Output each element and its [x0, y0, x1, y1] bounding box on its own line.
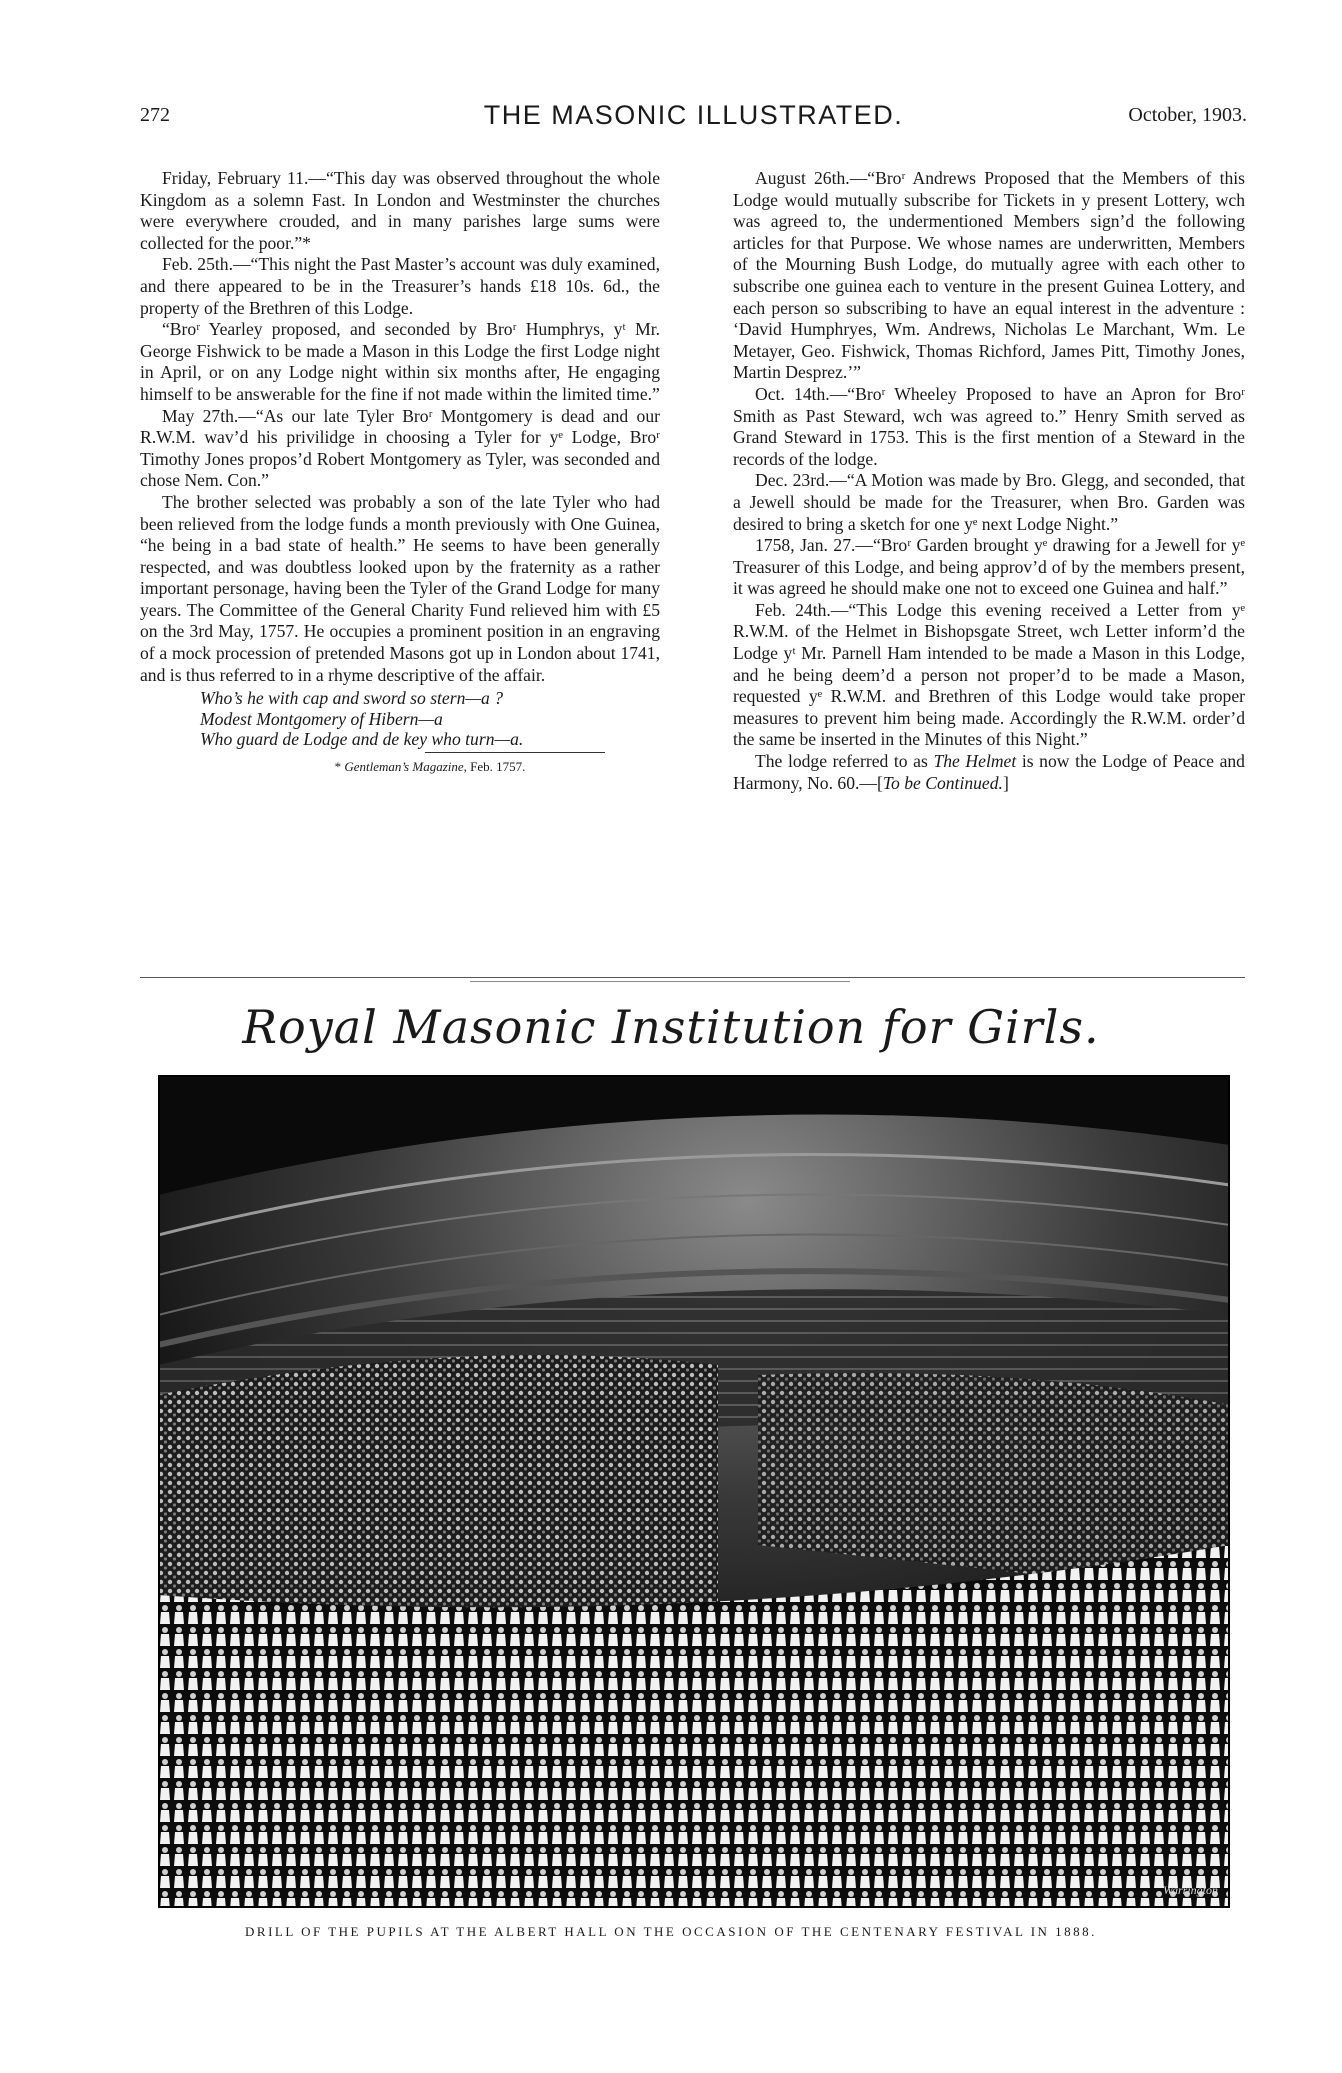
left-column: [140, 168, 660, 777]
paragraph: The brother selected was probably a son of the late Tyler who had been relieved from the lodge funds a month previously with One Guinea, “he being in a bad state of health.” He seems to have been generally respected, and was doubtless looked upon by the fraternity as a rather important personage, having been the Tyler of the Grand Lodge for many years. The Committee of the General Charity Fund relieved him with £5 on the 3rd May, 1757. He occupies a prominent position in an engraving of a mock procession of pretended Masons got up in London about 1741, and is thus referred to in a rhyme descriptive of the affair.: [140, 491, 660, 685]
verse-line: Who guard de Lodge and de key who turn—a.: [200, 729, 524, 750]
paragraph: Feb. 25th.—“This night the Past Master’s account was duly examined, and there appeared to be in the Treasurer’s hands £18 10s. 6d., the property of the Brethren of this Lodge.: [140, 254, 660, 318]
paragraph: Feb. 24th.—“This Lodge this evening received a Letter from yᵉ R.W.M. of the Helmet in Bishopsgate Street, wch Letter inform’d the Lodge yᵗ Mr. Parnell Ham intended to be made a Mason in this Lodge, and he being deem’d a person not proper’d to be made a Mason, requested yᵉ R.W.M. and Brethren of this Lodge would take proper measures to prevent him being made. Accordingly the R.W.M. order’d the same be inserted in the Minutes of this Night.”: [733, 599, 1245, 750]
section-divider: [140, 977, 1245, 978]
verse-line: Modest Montgomery of Hibern—a: [200, 708, 443, 729]
footnote-rule: [425, 752, 605, 753]
rhyme-verse: [200, 688, 660, 750]
issue-date: October, 1903.: [1128, 104, 1247, 126]
right-column: [733, 168, 1245, 794]
paragraph: Dec. 23rd.—“A Motion was made by Bro. Glegg, and seconded, that a Jewell should be made for the Treasurer, when Bro. Garden was desired to bring a sketch for one yᵉ next Lodge Night.”: [733, 470, 1245, 534]
paragraph: August 26th.—“Broʳ Andrews Proposed that the Members of this Lodge would mutually subscribe for Tickets in y present Lottery, wch was agreed to, the undermentioned Members sign’d the following articles for that Purpose. We whose names are underwritten, Members of the Mourning Bush Lodge, do mutually agree with each other to subscribe one guinea each to venture in the present Guinea Lottery, and each person so subscribing to have an equal interest in the adventure : ‘David Humphryes, Wm. Andrews, Nicholas Le Marchant, Wm. Le Metayer, Geo. Fishwick, Thomas Richford, James Pitt, Timothy Jones, Martin Desprez.’”: [733, 168, 1245, 383]
verse-line: Who’s he with cap and sword so stern—a ?: [200, 688, 504, 709]
journal-title: THE MASONIC ILLUSTRATED.: [483, 100, 904, 130]
photo-caption: DRILL OF THE PUPILS AT THE ALBERT HALL ON THE OCCASION OF THE CENTENARY FESTIVAL IN 1888.: [245, 1924, 1097, 1939]
footnote: * Gentleman’s Magazine, Feb. 1757.: [334, 758, 526, 774]
paragraph: 1758, Jan. 27.—“Broʳ Garden brought yᵉ drawing for a Jewell for yᵉ Treasurer of this Lodge, and being approv’d of by the members present, it was agreed he should make one not to exceed one Guinea and half.”: [733, 535, 1245, 599]
photo-credit: Warrington: [1163, 1883, 1218, 1897]
albert-hall-photograph: [158, 1075, 1230, 1908]
page-header: [140, 100, 1247, 140]
paragraph: Oct. 14th.—“Broʳ Wheeley Proposed to have an Apron for Broʳ Smith as Past Steward, wch was agreed to.” Henry Smith served as Grand Steward in 1753. This is the first mention of a Steward in the records of the lodge.: [733, 383, 1245, 469]
section-divider-inner: [470, 981, 850, 982]
photo-illustration: [158, 1075, 1230, 1908]
closing-paragraph: The lodge referred to as The Helmet is now the Lodge of Peace and Harmony, No. 60.—[To be Continued.]: [733, 751, 1245, 793]
footnote-date: , Feb. 1757.: [463, 758, 526, 774]
paragraph: “Broʳ Yearley proposed, and seconded by Broʳ Humphrys, yᵗ Mr. George Fishwick to be made a Mason in this Lodge the first Lodge night in April, or on any Lodge night within six months after, He engaging himself to be answerable for the fine if not made within the limited time.”: [140, 319, 660, 404]
page-number: 272: [140, 104, 170, 126]
footnote-source: Gentleman’s Magazine: [344, 758, 464, 774]
paragraph: Friday, February 11.—“This day was observed throughout the whole Kingdom as a solemn Fast. In London and Westminster the churches were everywhere crouded, and in many parishes large sums were collected for the poor.”*: [140, 168, 660, 253]
section-title: Royal Masonic Institution for Girls.: [242, 1000, 1100, 1054]
paragraph: May 27th.—“As our late Tyler Broʳ Montgomery is dead and our R.W.M. wav’d his privilidge in choosing a Tyler for yᵉ Lodge, Broʳ Timothy Jones propos’d Robert Montgomery as Tyler, was seconded and chose Nem. Con.”: [140, 405, 660, 491]
